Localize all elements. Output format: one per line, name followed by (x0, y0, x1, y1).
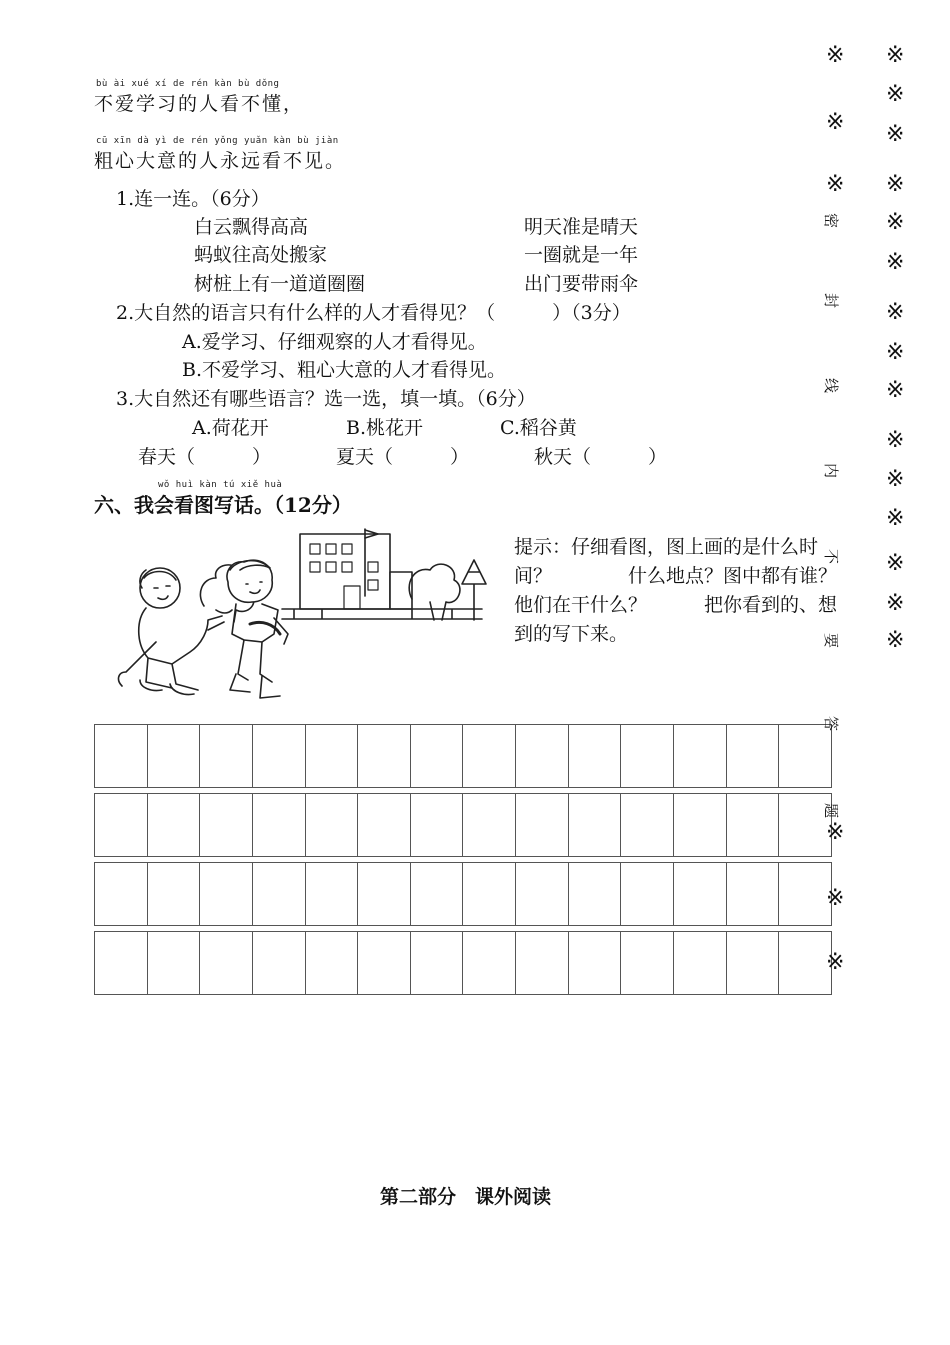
q1-right-item: 明天准是晴天 (524, 216, 639, 238)
seal-mark: ※ (886, 591, 905, 616)
writing-grid-row[interactable] (94, 724, 832, 788)
writing-grid-cell[interactable] (200, 932, 253, 994)
writing-grid-row[interactable] (94, 793, 832, 857)
seal-mark: ※ (886, 378, 905, 403)
writing-grid-cell[interactable] (727, 932, 780, 994)
seal-mark: ※ (886, 43, 905, 68)
writing-grid-cell[interactable] (779, 725, 831, 787)
q1-title: 1.连一连。（6分） (116, 188, 270, 210)
writing-grid-cell[interactable] (200, 725, 253, 787)
writing-grid-cell[interactable] (463, 932, 516, 994)
writing-grid-cell[interactable] (148, 725, 201, 787)
writing-grid-cell[interactable] (306, 794, 359, 856)
writing-grid-cell[interactable] (621, 932, 674, 994)
writing-grid-cell[interactable] (358, 794, 411, 856)
writing-grid-cell[interactable] (200, 863, 253, 925)
q1-left-item: 树桩上有一道道圈圈 (194, 273, 366, 295)
q1-left-item: 蚂蚁往高处搬家 (194, 244, 328, 266)
writing-grid-row[interactable] (94, 931, 832, 995)
poem-line1-pinyin: bù ài xué xí de rén kàn bù dǒng (96, 79, 280, 89)
writing-grid-cell[interactable] (95, 932, 148, 994)
writing-grid-cell[interactable] (569, 863, 622, 925)
writing-grid-cell[interactable] (411, 725, 464, 787)
writing-grid-row[interactable] (94, 862, 832, 926)
seal-mark: ※ (886, 428, 905, 453)
seal-line-char: 答 (822, 715, 841, 732)
seal-mark: ※ (826, 43, 845, 68)
writing-grid-cell[interactable] (306, 863, 359, 925)
q3-option: A.荷花开 (192, 417, 269, 439)
writing-grid-cell[interactable] (95, 725, 148, 787)
seal-mark: ※ (886, 628, 905, 653)
writing-grid-cell[interactable] (516, 725, 569, 787)
q3-blank-spring: 春天（ ） (138, 446, 272, 468)
seal-line-char: 题 (822, 802, 841, 819)
writing-grid-cell[interactable] (253, 863, 306, 925)
writing-grid-cell[interactable] (306, 725, 359, 787)
writing-grid-cell[interactable] (727, 794, 780, 856)
writing-grid-cell[interactable] (253, 725, 306, 787)
writing-grid-cell[interactable] (411, 863, 464, 925)
writing-grid-cell[interactable] (569, 794, 622, 856)
writing-grid-cell[interactable] (306, 932, 359, 994)
writing-grid-cell[interactable] (411, 932, 464, 994)
writing-grid-cell[interactable] (516, 863, 569, 925)
q3-title: 3.大自然还有哪些语言？选一选，填一填。（6分） (116, 388, 536, 410)
seal-mark: ※ (886, 210, 905, 235)
seal-mark: ※ (826, 820, 845, 845)
writing-grid-cell[interactable] (516, 932, 569, 994)
poem-line2: 粗心大意的人永远看不见。 (94, 150, 347, 172)
writing-hint (514, 533, 870, 649)
seal-mark: ※ (886, 506, 905, 531)
seal-line-char: 封 (822, 292, 841, 309)
seal-mark: ※ (886, 300, 905, 325)
section6-pinyin: wǒ huì kàn tú xiě huà (158, 480, 283, 490)
q3-blank-autumn: 秋天（ ） (534, 446, 668, 468)
writing-grid-cell[interactable] (463, 725, 516, 787)
writing-grid-cell[interactable] (148, 863, 201, 925)
seal-mark: ※ (886, 250, 905, 275)
q3-blank-summer: 夏天（ ） (336, 446, 470, 468)
hint-line: 间？ 什么地点？图中都有谁？ (514, 565, 838, 587)
writing-grid-cell[interactable] (463, 863, 516, 925)
q3-option: C.稻谷黄 (500, 417, 577, 439)
writing-grid-cell[interactable] (358, 932, 411, 994)
writing-grid-cell[interactable] (674, 794, 727, 856)
writing-grid-cell[interactable] (358, 725, 411, 787)
writing-grid-cell[interactable] (516, 794, 569, 856)
q2-option-a: A.爱学习、仔细观察的人才看得见。 (182, 331, 487, 353)
writing-grid-cell[interactable] (95, 863, 148, 925)
seal-mark: ※ (826, 886, 845, 911)
writing-grid-cell[interactable] (148, 794, 201, 856)
seal-mark: ※ (886, 551, 905, 576)
seal-mark: ※ (886, 172, 905, 197)
q3-option: B.桃花开 (346, 417, 424, 439)
writing-grid-cell[interactable] (621, 794, 674, 856)
hint-line: 他们在干什么？ 把你看到的、想 (514, 594, 838, 616)
writing-grid-cell[interactable] (727, 863, 780, 925)
writing-grid-cell[interactable] (569, 725, 622, 787)
seal-mark: ※ (886, 340, 905, 365)
section6-title: 六、我会看图写话。（12分） (94, 493, 352, 517)
seal-mark: ※ (826, 950, 845, 975)
q2-title: 2.大自然的语言只有什么样的人才看得见？（ ）（3分） (116, 302, 631, 324)
q1-right-item: 出门要带雨伞 (524, 273, 639, 295)
writing-grid-cell[interactable] (674, 932, 727, 994)
seal-line-char: 要 (822, 632, 841, 649)
hint-line: 提示：仔细看图，图上画的是什么时 (514, 536, 819, 558)
writing-grid-cell[interactable] (621, 863, 674, 925)
writing-grid-cell[interactable] (674, 725, 727, 787)
q1-left-item: 白云飘得高高 (194, 216, 309, 238)
hint-line: 到的写下来。 (514, 623, 629, 645)
seal-mark: ※ (886, 467, 905, 492)
writing-grid-cell[interactable] (253, 932, 306, 994)
writing-grid-cell[interactable] (727, 725, 780, 787)
q2-option-b: B.不爱学习、粗心大意的人才看得见。 (182, 359, 507, 381)
writing-grid-cell[interactable] (253, 794, 306, 856)
writing-grid-cell[interactable] (200, 794, 253, 856)
writing-grid-cell[interactable] (411, 794, 464, 856)
poem-line1: 不爱学习的人看不懂， (94, 93, 305, 115)
seal-line-char: 线 (822, 377, 841, 394)
writing-grid-cell[interactable] (95, 794, 148, 856)
seal-mark: ※ (826, 110, 845, 135)
writing-grid-cell[interactable] (358, 863, 411, 925)
writing-grid-cell[interactable] (779, 863, 831, 925)
q1-right-item: 一圈就是一年 (524, 244, 639, 266)
seal-line-char: 不 (822, 548, 841, 565)
writing-grid-cell[interactable] (621, 725, 674, 787)
part2-title: 第二部分 课外阅读 (380, 1186, 552, 1208)
writing-grid-cell[interactable] (463, 794, 516, 856)
seal-mark: ※ (886, 82, 905, 107)
writing-grid-cell[interactable] (569, 932, 622, 994)
seal-mark: ※ (886, 122, 905, 147)
seal-line-char: 密 (822, 212, 841, 229)
writing-prompt-illustration (112, 524, 496, 714)
seal-mark: ※ (826, 172, 845, 197)
writing-grid-cell[interactable] (779, 932, 831, 994)
poem-line2-pinyin: cū xīn dà yì de rén yǒng yuǎn kàn bù jiàn (96, 136, 339, 146)
writing-grid-cell[interactable] (674, 863, 727, 925)
seal-line-char: 内 (822, 462, 841, 479)
writing-grid-cell[interactable] (148, 932, 201, 994)
